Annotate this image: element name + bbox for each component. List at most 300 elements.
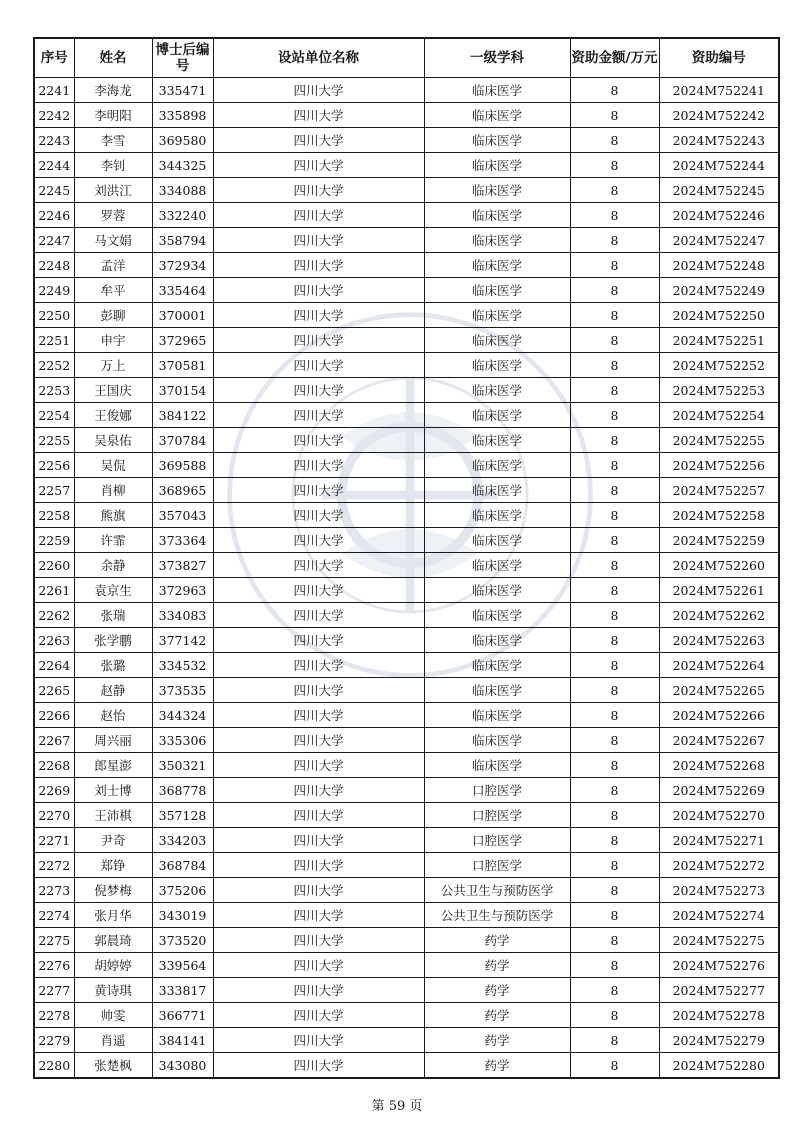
cell-name: 肖柳: [74, 478, 152, 503]
table-header: [34, 38, 779, 78]
cell-name: 郎星澎: [74, 753, 152, 778]
table-row: [34, 378, 779, 403]
cell-grant-id: 2024M752261: [659, 578, 779, 603]
cell-amount: 8: [570, 603, 659, 628]
cell-amount: 8: [570, 78, 659, 103]
cell-name: 肖遥: [74, 1028, 152, 1053]
cell-name: 李海龙: [74, 78, 152, 103]
cell-index: 2255: [34, 428, 74, 453]
cell-grant-id: 2024M752279: [659, 1028, 779, 1053]
cell-name: 马文娟: [74, 228, 152, 253]
cell-grant-id: 2024M752266: [659, 703, 779, 728]
cell-discipline: 口腔医学: [424, 853, 570, 878]
cell-index: 2260: [34, 553, 74, 578]
cell-amount: 8: [570, 878, 659, 903]
cell-name: 张月华: [74, 903, 152, 928]
cell-postdoc-id: 373520: [152, 928, 213, 953]
cell-index: 2246: [34, 203, 74, 228]
table-row: [34, 178, 779, 203]
cell-discipline: 临床医学: [424, 178, 570, 203]
cell-postdoc-id: 339564: [152, 953, 213, 978]
cell-amount: 8: [570, 628, 659, 653]
cell-amount: 8: [570, 978, 659, 1003]
cell-institution: 四川大学: [213, 903, 424, 928]
cell-index: 2265: [34, 678, 74, 703]
cell-index: 2270: [34, 803, 74, 828]
cell-index: 2263: [34, 628, 74, 653]
cell-postdoc-id: 335898: [152, 103, 213, 128]
cell-name: 王沛棋: [74, 803, 152, 828]
cell-postdoc-id: 350321: [152, 753, 213, 778]
cell-name: 吴泉佑: [74, 428, 152, 453]
cell-amount: 8: [570, 578, 659, 603]
cell-discipline: 临床医学: [424, 603, 570, 628]
cell-discipline: 临床医学: [424, 303, 570, 328]
cell-index: 2264: [34, 653, 74, 678]
cell-discipline: 临床医学: [424, 703, 570, 728]
cell-postdoc-id: 370001: [152, 303, 213, 328]
table-row: [34, 1053, 779, 1079]
cell-postdoc-id: 334203: [152, 828, 213, 853]
cell-amount: 8: [570, 1053, 659, 1079]
cell-discipline: 药学: [424, 928, 570, 953]
cell-name: 郑铮: [74, 853, 152, 878]
cell-grant-id: 2024M752259: [659, 528, 779, 553]
cell-amount: 8: [570, 778, 659, 803]
cell-amount: 8: [570, 1028, 659, 1053]
cell-grant-id: 2024M752243: [659, 128, 779, 153]
cell-name: 张瑞: [74, 603, 152, 628]
cell-amount: 8: [570, 228, 659, 253]
cell-postdoc-id: 373827: [152, 553, 213, 578]
col-grant-id-header: 资助编号: [659, 38, 779, 78]
table-row: [34, 103, 779, 128]
cell-name: 周兴丽: [74, 728, 152, 753]
cell-amount: 8: [570, 728, 659, 753]
cell-amount: 8: [570, 853, 659, 878]
cell-amount: 8: [570, 828, 659, 853]
cell-postdoc-id: 370581: [152, 353, 213, 378]
table-row: [34, 978, 779, 1003]
table-row: [34, 403, 779, 428]
cell-index: 2256: [34, 453, 74, 478]
cell-grant-id: 2024M752263: [659, 628, 779, 653]
cell-discipline: 临床医学: [424, 628, 570, 653]
cell-amount: 8: [570, 528, 659, 553]
cell-index: 2280: [34, 1053, 74, 1079]
cell-institution: 四川大学: [213, 103, 424, 128]
table-row: [34, 78, 779, 103]
cell-amount: 8: [570, 553, 659, 578]
cell-grant-id: 2024M752258: [659, 503, 779, 528]
cell-discipline: 药学: [424, 1053, 570, 1079]
cell-name: 王国庆: [74, 378, 152, 403]
cell-institution: 四川大学: [213, 328, 424, 353]
cell-index: 2241: [34, 78, 74, 103]
cell-name: 刘洪江: [74, 178, 152, 203]
cell-amount: 8: [570, 903, 659, 928]
cell-discipline: 临床医学: [424, 653, 570, 678]
cell-postdoc-id: 334088: [152, 178, 213, 203]
cell-index: 2249: [34, 278, 74, 303]
cell-index: 2251: [34, 328, 74, 353]
cell-index: 2244: [34, 153, 74, 178]
cell-name: 吴侃: [74, 453, 152, 478]
cell-postdoc-id: 373535: [152, 678, 213, 703]
cell-postdoc-id: 384122: [152, 403, 213, 428]
cell-index: 2274: [34, 903, 74, 928]
cell-name: 袁京生: [74, 578, 152, 603]
col-amount-header: 资助金额/万元: [570, 38, 659, 78]
table-row: [34, 878, 779, 903]
cell-institution: 四川大学: [213, 728, 424, 753]
cell-institution: 四川大学: [213, 378, 424, 403]
table-row: [34, 428, 779, 453]
cell-amount: 8: [570, 478, 659, 503]
table-row: [34, 203, 779, 228]
cell-grant-id: 2024M752244: [659, 153, 779, 178]
cell-index: 2254: [34, 403, 74, 428]
table-row: [34, 953, 779, 978]
cell-grant-id: 2024M752270: [659, 803, 779, 828]
cell-discipline: 药学: [424, 953, 570, 978]
cell-institution: 四川大学: [213, 978, 424, 1003]
cell-index: 2277: [34, 978, 74, 1003]
cell-index: 2261: [34, 578, 74, 603]
cell-name: 赵静: [74, 678, 152, 703]
cell-amount: 8: [570, 328, 659, 353]
table-row: [34, 303, 779, 328]
cell-amount: 8: [570, 428, 659, 453]
cell-institution: 四川大学: [213, 1003, 424, 1028]
cell-amount: 8: [570, 378, 659, 403]
cell-discipline: 临床医学: [424, 353, 570, 378]
cell-institution: 四川大学: [213, 203, 424, 228]
cell-institution: 四川大学: [213, 253, 424, 278]
cell-postdoc-id: 343080: [152, 1053, 213, 1079]
cell-name: 帅雯: [74, 1003, 152, 1028]
cell-amount: 8: [570, 703, 659, 728]
cell-discipline: 口腔医学: [424, 778, 570, 803]
cell-postdoc-id: 357128: [152, 803, 213, 828]
cell-institution: 四川大学: [213, 628, 424, 653]
cell-institution: 四川大学: [213, 403, 424, 428]
cell-name: 赵怡: [74, 703, 152, 728]
cell-name: 申宇: [74, 328, 152, 353]
cell-index: 2250: [34, 303, 74, 328]
cell-grant-id: 2024M752264: [659, 653, 779, 678]
cell-amount: 8: [570, 278, 659, 303]
cell-institution: 四川大学: [213, 528, 424, 553]
cell-discipline: 药学: [424, 1028, 570, 1053]
cell-institution: 四川大学: [213, 428, 424, 453]
cell-name: 熊旗: [74, 503, 152, 528]
cell-institution: 四川大学: [213, 703, 424, 728]
cell-discipline: 临床医学: [424, 478, 570, 503]
cell-index: 2278: [34, 1003, 74, 1028]
cell-discipline: 临床医学: [424, 753, 570, 778]
table-row: [34, 1028, 779, 1053]
cell-name: 许霏: [74, 528, 152, 553]
cell-name: 郭晨琦: [74, 928, 152, 953]
cell-name: 王俊娜: [74, 403, 152, 428]
cell-grant-id: 2024M752248: [659, 253, 779, 278]
col-name-header: 姓名: [74, 38, 152, 78]
cell-name: 倪梦梅: [74, 878, 152, 903]
cell-discipline: 临床医学: [424, 278, 570, 303]
cell-institution: 四川大学: [213, 778, 424, 803]
cell-institution: 四川大学: [213, 1053, 424, 1079]
cell-institution: 四川大学: [213, 828, 424, 853]
cell-amount: 8: [570, 253, 659, 278]
cell-name: 尹奇: [74, 828, 152, 853]
cell-discipline: 公共卫生与预防医学: [424, 903, 570, 928]
cell-grant-id: 2024M752274: [659, 903, 779, 928]
cell-postdoc-id: 357043: [152, 503, 213, 528]
cell-amount: 8: [570, 953, 659, 978]
cell-postdoc-id: 384141: [152, 1028, 213, 1053]
cell-grant-id: 2024M752256: [659, 453, 779, 478]
cell-grant-id: 2024M752276: [659, 953, 779, 978]
cell-index: 2248: [34, 253, 74, 278]
table-row: [34, 928, 779, 953]
cell-index: 2269: [34, 778, 74, 803]
cell-grant-id: 2024M752246: [659, 203, 779, 228]
cell-institution: 四川大学: [213, 953, 424, 978]
cell-postdoc-id: 377142: [152, 628, 213, 653]
cell-grant-id: 2024M752250: [659, 303, 779, 328]
cell-discipline: 公共卫生与预防医学: [424, 878, 570, 903]
cell-postdoc-id: 335464: [152, 278, 213, 303]
cell-grant-id: 2024M752267: [659, 728, 779, 753]
cell-name: 牟平: [74, 278, 152, 303]
cell-grant-id: 2024M752251: [659, 328, 779, 353]
cell-discipline: 临床医学: [424, 553, 570, 578]
cell-postdoc-id: 370154: [152, 378, 213, 403]
col-discipline-header: 一级学科: [424, 38, 570, 78]
cell-grant-id: 2024M752275: [659, 928, 779, 953]
table-body: [34, 78, 779, 1079]
cell-discipline: 临床医学: [424, 503, 570, 528]
cell-name: 张楚枫: [74, 1053, 152, 1079]
cell-index: 2268: [34, 753, 74, 778]
cell-discipline: 临床医学: [424, 103, 570, 128]
cell-institution: 四川大学: [213, 303, 424, 328]
table-row: [34, 803, 779, 828]
table-row: [34, 753, 779, 778]
cell-index: 2247: [34, 228, 74, 253]
funding-list-table: [33, 37, 780, 1079]
cell-index: 2267: [34, 728, 74, 753]
table-row: [34, 453, 779, 478]
cell-grant-id: 2024M752262: [659, 603, 779, 628]
cell-amount: 8: [570, 153, 659, 178]
cell-name: 彭聊: [74, 303, 152, 328]
cell-name: 孟洋: [74, 253, 152, 278]
cell-postdoc-id: 332240: [152, 203, 213, 228]
table-row: [34, 153, 779, 178]
cell-institution: 四川大学: [213, 178, 424, 203]
cell-grant-id: 2024M752278: [659, 1003, 779, 1028]
cell-name: 李钊: [74, 153, 152, 178]
cell-name: 胡婷婷: [74, 953, 152, 978]
cell-index: 2275: [34, 928, 74, 953]
cell-grant-id: 2024M752269: [659, 778, 779, 803]
cell-discipline: 临床医学: [424, 378, 570, 403]
table-row: [34, 703, 779, 728]
cell-name: 黄诗琪: [74, 978, 152, 1003]
cell-discipline: 临床医学: [424, 153, 570, 178]
cell-grant-id: 2024M752272: [659, 853, 779, 878]
cell-name: 李明阳: [74, 103, 152, 128]
cell-amount: 8: [570, 928, 659, 953]
cell-postdoc-id: 372934: [152, 253, 213, 278]
cell-amount: 8: [570, 303, 659, 328]
table-row: [34, 578, 779, 603]
cell-institution: 四川大学: [213, 853, 424, 878]
cell-postdoc-id: 368778: [152, 778, 213, 803]
table-row: [34, 278, 779, 303]
cell-institution: 四川大学: [213, 753, 424, 778]
col-postdoc-id-header: 博士后编号: [152, 38, 213, 78]
cell-postdoc-id: 333817: [152, 978, 213, 1003]
cell-postdoc-id: 369580: [152, 128, 213, 153]
cell-amount: 8: [570, 803, 659, 828]
table-row: [34, 853, 779, 878]
table-row: [34, 603, 779, 628]
cell-discipline: 临床医学: [424, 228, 570, 253]
cell-discipline: 临床医学: [424, 528, 570, 553]
cell-institution: 四川大学: [213, 478, 424, 503]
cell-institution: 四川大学: [213, 353, 424, 378]
cell-institution: 四川大学: [213, 153, 424, 178]
cell-grant-id: 2024M752273: [659, 878, 779, 903]
cell-grant-id: 2024M752254: [659, 403, 779, 428]
cell-grant-id: 2024M752280: [659, 1053, 779, 1079]
cell-name: 余静: [74, 553, 152, 578]
cell-amount: 8: [570, 503, 659, 528]
cell-grant-id: 2024M752255: [659, 428, 779, 453]
cell-postdoc-id: 369588: [152, 453, 213, 478]
cell-postdoc-id: 368784: [152, 853, 213, 878]
cell-index: 2262: [34, 603, 74, 628]
table-row: [34, 528, 779, 553]
cell-discipline: 临床医学: [424, 203, 570, 228]
cell-institution: 四川大学: [213, 578, 424, 603]
cell-index: 2279: [34, 1028, 74, 1053]
cell-postdoc-id: 344325: [152, 153, 213, 178]
table-row: [34, 328, 779, 353]
cell-postdoc-id: 335306: [152, 728, 213, 753]
cell-grant-id: 2024M752245: [659, 178, 779, 203]
cell-grant-id: 2024M752241: [659, 78, 779, 103]
cell-postdoc-id: 358794: [152, 228, 213, 253]
cell-amount: 8: [570, 353, 659, 378]
table-row: [34, 678, 779, 703]
table-row: [34, 728, 779, 753]
cell-discipline: 临床医学: [424, 728, 570, 753]
cell-index: 2257: [34, 478, 74, 503]
cell-index: 2273: [34, 878, 74, 903]
table-row: [34, 553, 779, 578]
table-row: [34, 128, 779, 153]
cell-discipline: 临床医学: [424, 78, 570, 103]
cell-postdoc-id: 375206: [152, 878, 213, 903]
cell-grant-id: 2024M752249: [659, 278, 779, 303]
cell-amount: 8: [570, 1003, 659, 1028]
table-row: [34, 1003, 779, 1028]
cell-postdoc-id: 368965: [152, 478, 213, 503]
cell-index: 2276: [34, 953, 74, 978]
cell-grant-id: 2024M752277: [659, 978, 779, 1003]
cell-institution: 四川大学: [213, 453, 424, 478]
cell-institution: 四川大学: [213, 128, 424, 153]
cell-grant-id: 2024M752260: [659, 553, 779, 578]
cell-index: 2259: [34, 528, 74, 553]
cell-grant-id: 2024M752253: [659, 378, 779, 403]
cell-discipline: 临床医学: [424, 453, 570, 478]
cell-postdoc-id: 334083: [152, 603, 213, 628]
cell-institution: 四川大学: [213, 278, 424, 303]
cell-index: 2258: [34, 503, 74, 528]
cell-amount: 8: [570, 653, 659, 678]
cell-discipline: 临床医学: [424, 128, 570, 153]
table-row: [34, 778, 779, 803]
cell-institution: 四川大学: [213, 678, 424, 703]
cell-amount: 8: [570, 403, 659, 428]
cell-amount: 8: [570, 103, 659, 128]
cell-index: 2271: [34, 828, 74, 853]
cell-discipline: 临床医学: [424, 428, 570, 453]
cell-grant-id: 2024M752252: [659, 353, 779, 378]
table-row: [34, 253, 779, 278]
page-number: 第 59 页: [371, 1099, 423, 1114]
cell-discipline: 临床医学: [424, 403, 570, 428]
cell-postdoc-id: 343019: [152, 903, 213, 928]
cell-discipline: 药学: [424, 978, 570, 1003]
cell-grant-id: 2024M752242: [659, 103, 779, 128]
cell-discipline: 临床医学: [424, 678, 570, 703]
col-index-header: 序号: [34, 38, 74, 78]
cell-index: 2266: [34, 703, 74, 728]
cell-discipline: 口腔医学: [424, 803, 570, 828]
cell-institution: 四川大学: [213, 1028, 424, 1053]
cell-discipline: 临床医学: [424, 578, 570, 603]
cell-name: 张璐: [74, 653, 152, 678]
table-row: [34, 503, 779, 528]
cell-postdoc-id: 373364: [152, 528, 213, 553]
table-row: [34, 228, 779, 253]
cell-institution: 四川大学: [213, 78, 424, 103]
cell-index: 2245: [34, 178, 74, 203]
cell-grant-id: 2024M752271: [659, 828, 779, 853]
cell-institution: 四川大学: [213, 228, 424, 253]
cell-amount: 8: [570, 753, 659, 778]
cell-name: 万上: [74, 353, 152, 378]
table-row: [34, 353, 779, 378]
cell-postdoc-id: 366771: [152, 1003, 213, 1028]
cell-discipline: 临床医学: [424, 253, 570, 278]
col-institution-header: 设站单位名称: [213, 38, 424, 78]
cell-institution: 四川大学: [213, 878, 424, 903]
cell-institution: 四川大学: [213, 653, 424, 678]
cell-amount: 8: [570, 178, 659, 203]
cell-postdoc-id: 372963: [152, 578, 213, 603]
cell-index: 2252: [34, 353, 74, 378]
cell-amount: 8: [570, 128, 659, 153]
cell-postdoc-id: 370784: [152, 428, 213, 453]
cell-name: 张学鹏: [74, 628, 152, 653]
